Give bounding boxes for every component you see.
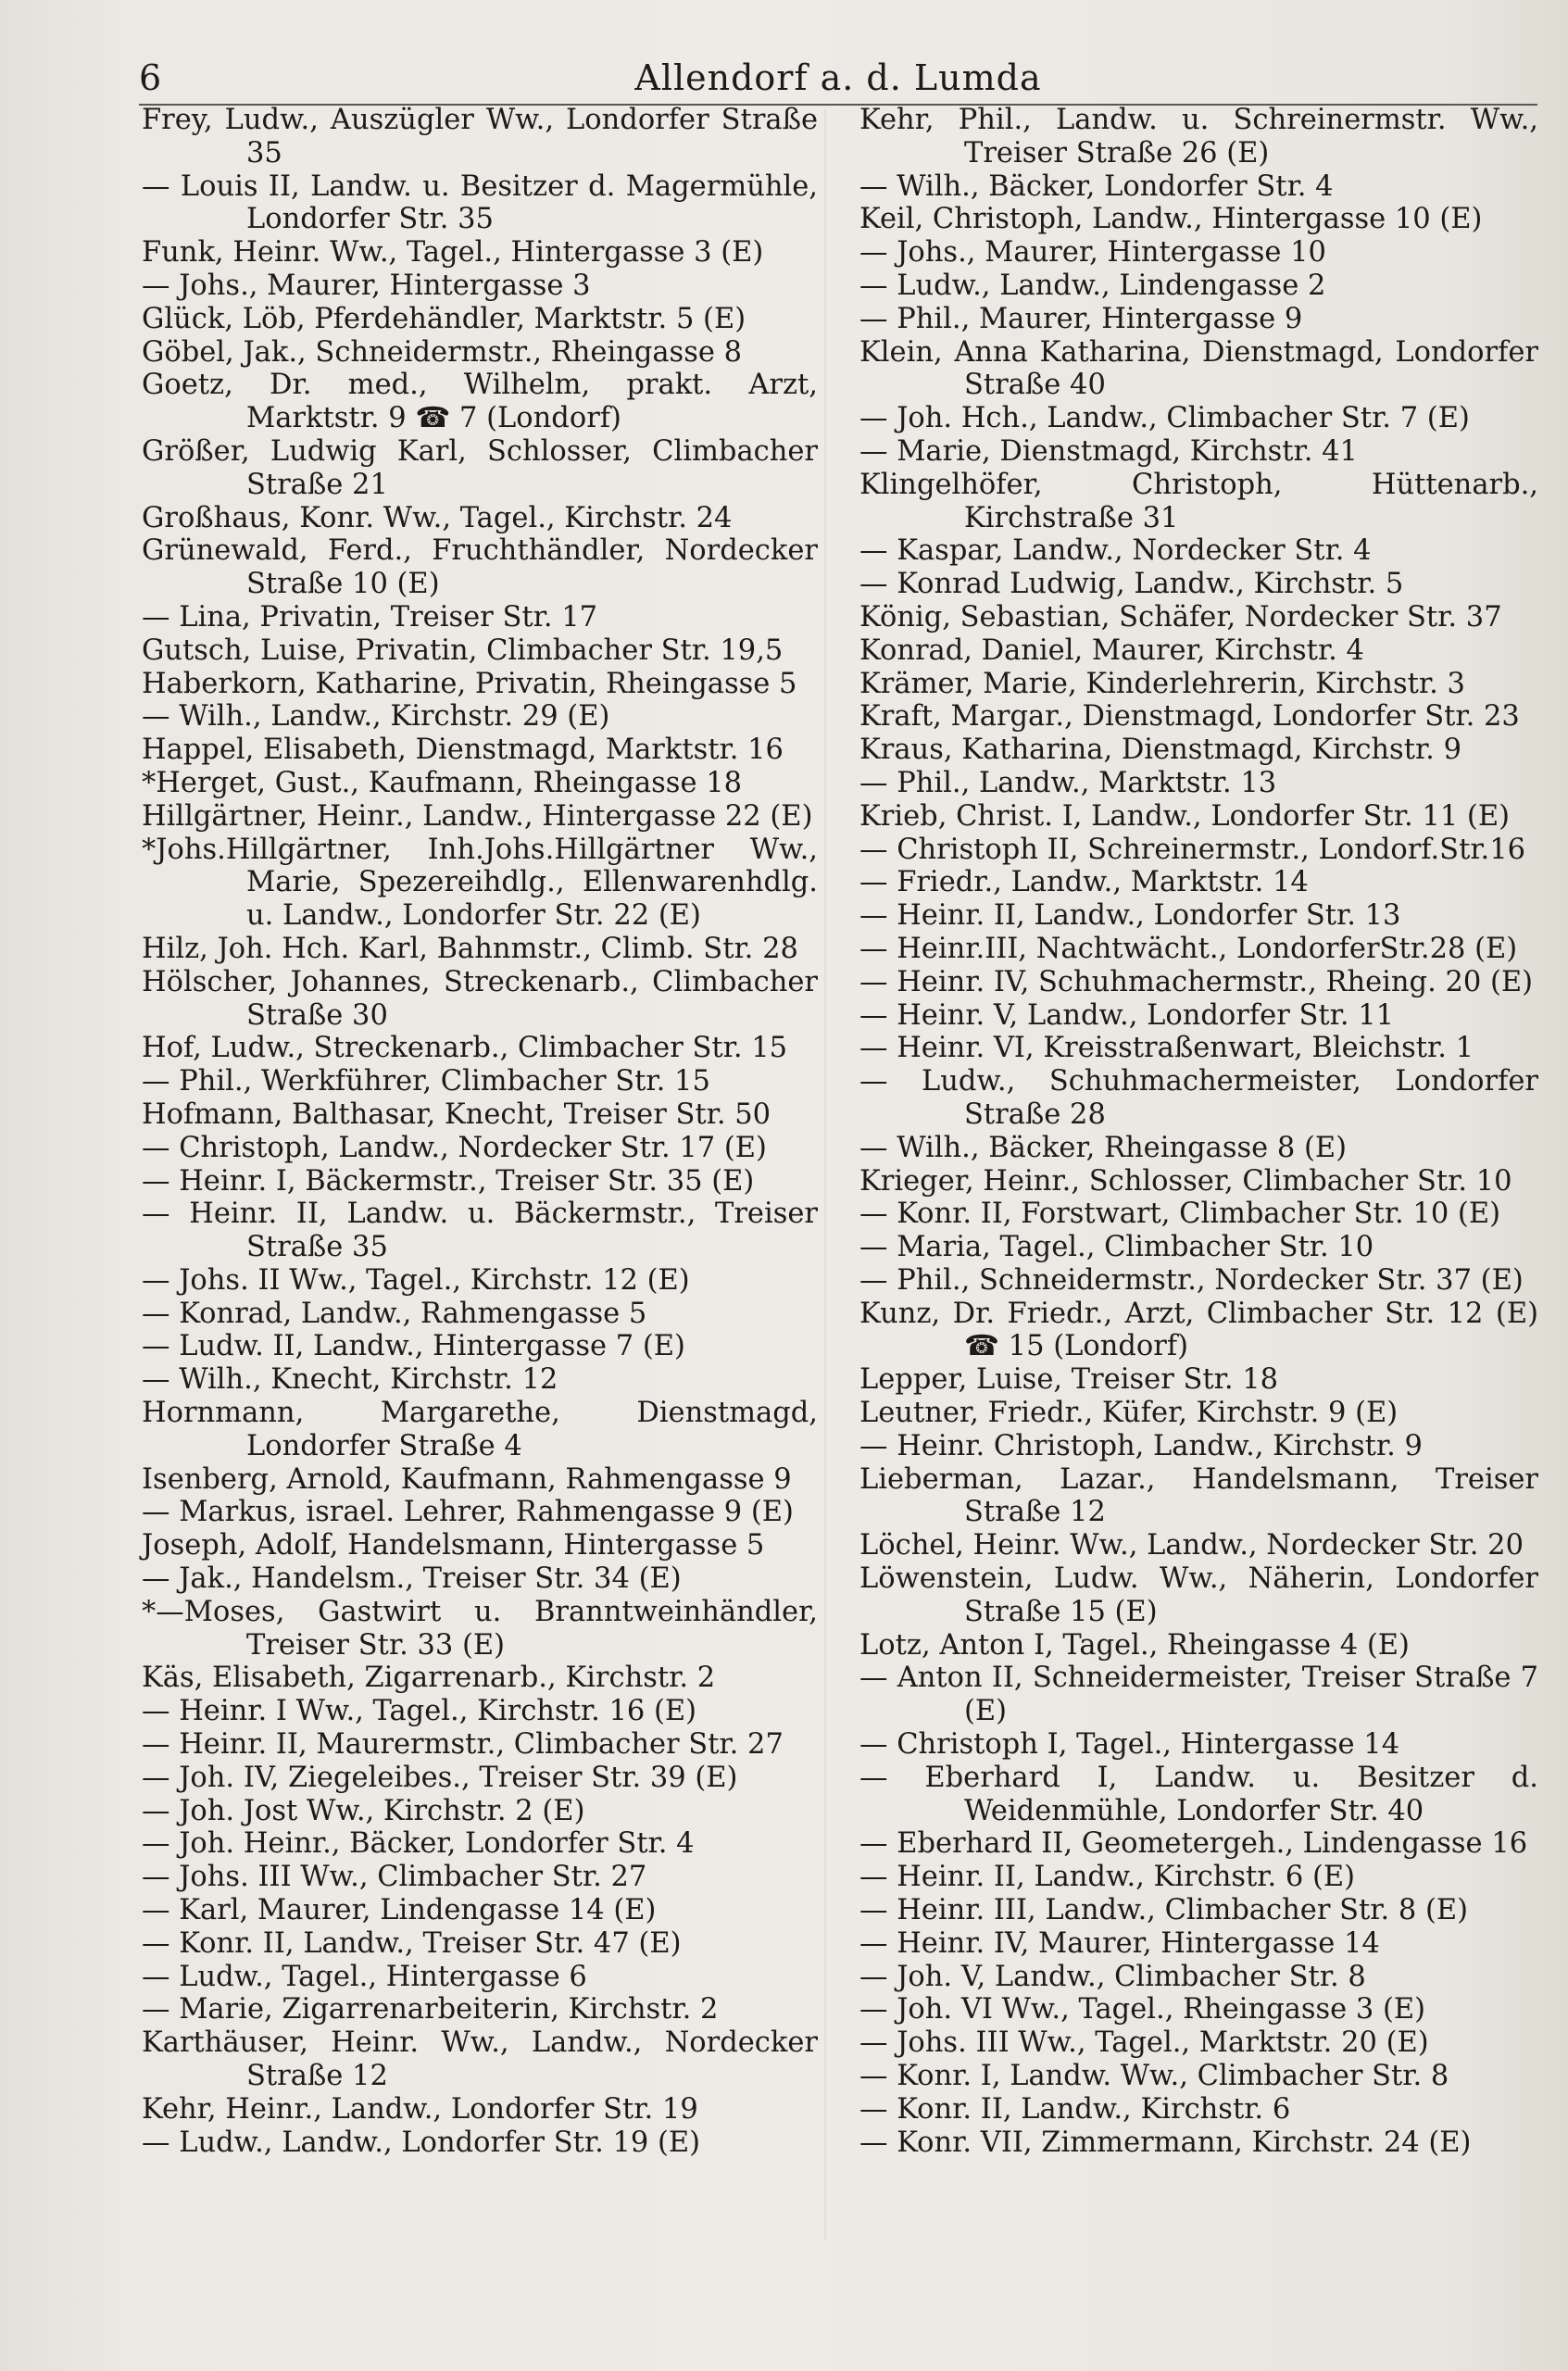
directory-sub-entry: — Marie, Dienstmagd, Kirchstr. 41	[859, 434, 1358, 468]
directory-sub-entry: — Wilh., Landw., Kirchstr. 29 (E)	[142, 700, 610, 734]
directory-sub-entry: — Konrad Ludwig, Landw., Kirchstr. 5	[859, 568, 1404, 601]
directory-entry: Klein, Anna Katharina, Dienstmagd, Londorfer Straße 40	[859, 335, 1538, 402]
directory-entry: Klingelhöfer, Christoph, Hüttenarb., Kirchstraße 31	[859, 468, 1538, 534]
directory-sub-entry: — Johs. II Ww., Tagel., Kirchstr. 12 (E)	[142, 1263, 690, 1297]
directory-entry: Großhaus, Konr. Ww., Tagel., Kirchstr. 24	[142, 501, 733, 534]
directory-sub-entry: — Joh. IV, Ziegeleibes., Treiser Str. 39 (E)	[142, 1761, 738, 1794]
directory-entry: Kehr, Heinr., Landw., Londorfer Str. 19	[142, 2092, 698, 2126]
directory-sub-entry: — Markus, israel. Lehrer, Rahmengasse 9 (E)	[142, 1496, 794, 1529]
directory-sub-entry: — Johs. III Ww., Climbacher Str. 27	[142, 1861, 647, 1894]
directory-sub-entry: — Ludw., Tagel., Hintergasse 6	[142, 1960, 587, 1993]
directory-entry: Hofmann, Balthasar, Knecht, Treiser Str. 50	[142, 1098, 771, 1131]
directory-entry: Frey, Ludw., Auszügler Ww., Londorfer Straße 35	[142, 104, 818, 169]
directory-sub-entry: — Kaspar, Landw., Nordecker Str. 4	[859, 534, 1372, 568]
directory-sub-entry: — Konrad, Landw., Rahmengasse 5	[142, 1297, 647, 1330]
directory-entry: Kunz, Dr. Friedr., Arzt, Climbacher Str. 12 (E) ☎ 15 (Londorf)	[859, 1297, 1538, 1363]
directory-sub-entry: *—Moses, Gastwirt u. Branntweinhändler, Treiser Str. 33 (E)	[142, 1595, 818, 1662]
page-header	[139, 52, 1537, 106]
directory-entry: Lotz, Anton I, Tagel., Rheingasse 4 (E)	[859, 1628, 1410, 1662]
directory-entry: Gutsch, Luise, Privatin, Climbacher Str. 19,5	[142, 634, 784, 667]
directory-sub-entry: — Johs., Maurer, Hintergasse 3	[142, 269, 591, 302]
directory-entry: Funk, Heinr. Ww., Tagel., Hintergasse 3 (E)	[142, 236, 764, 270]
directory-sub-entry: — Eberhard I, Landw. u. Besitzer d. Weidenmühle, Londorfer Str. 40	[859, 1761, 1538, 1827]
page-number: 6	[139, 57, 162, 98]
running-title: Allendorf a. d. Lumda	[634, 57, 1042, 98]
directory-entry: Hilz, Joh. Hch. Karl, Bahnmstr., Climb. Str. 28	[142, 932, 798, 965]
directory-sub-entry: — Konr. II, Landw., Kirchstr. 6	[859, 2092, 1291, 2126]
directory-sub-entry: — Konr. VII, Zimmermann, Kirchstr. 24 (E)	[859, 2126, 1472, 2159]
directory-sub-entry: — Phil., Schneidermstr., Nordecker Str. 37 (E)	[859, 1263, 1524, 1297]
directory-entry: Grünewald, Ferd., Fruchthändler, Nordecker Straße 10 (E)	[142, 534, 818, 601]
directory-sub-entry: — Heinr. V, Landw., Londorfer Str. 11	[859, 998, 1395, 1032]
right-column	[859, 104, 1538, 2159]
directory-sub-entry: — Friedr., Landw., Marktstr. 14	[859, 866, 1309, 899]
directory-sub-entry: — Karl, Maurer, Lindengasse 14 (E)	[142, 1894, 657, 1927]
directory-entry: Kraft, Margar., Dienstmagd, Londorfer Str. 23	[859, 700, 1520, 734]
directory-entry: Kehr, Phil., Landw. u. Schreinermstr. Ww., Treiser Straße 26 (E)	[859, 104, 1538, 169]
directory-entry: *Herget, Gust., Kaufmann, Rheingasse 18	[142, 766, 743, 799]
directory-sub-entry: — Christoph II, Schreinermstr., Londorf.Str.16	[859, 833, 1526, 866]
directory-sub-entry: — Phil., Werkführer, Climbacher Str. 15	[142, 1065, 710, 1098]
directory-entry: Hornmann, Margarethe, Dienstmagd, Londorfer Straße 4	[142, 1397, 818, 1462]
directory-entry: Haberkorn, Katharine, Privatin, Rheingasse 5	[142, 667, 797, 700]
directory-entry: Glück, Löb, Pferdehändler, Marktstr. 5 (E)	[142, 302, 746, 335]
directory-sub-entry: — Joh. Heinr., Bäcker, Londorfer Str. 4	[142, 1827, 695, 1861]
directory-entry: König, Sebastian, Schäfer, Nordecker Str. 37	[859, 600, 1502, 634]
directory-sub-entry: — Ludw., Landw., Lindengasse 2	[859, 269, 1326, 302]
directory-sub-entry: — Anton II, Schneidermeister, Treiser Straße 7 (E)	[859, 1662, 1538, 1728]
directory-sub-entry: — Louis II, Landw. u. Besitzer d. Magermühle, Londorfer Str. 35	[142, 169, 818, 236]
directory-sub-entry: — Wilh., Bäcker, Rheingasse 8 (E)	[859, 1131, 1348, 1164]
directory-sub-entry: — Heinr. I Ww., Tagel., Kirchstr. 16 (E)	[142, 1695, 697, 1728]
directory-entry: Hof, Ludw., Streckenarb., Climbacher Str. 15	[142, 1032, 788, 1065]
directory-sub-entry: — Wilh., Bäcker, Londorfer Str. 4	[859, 169, 1334, 203]
directory-entry: Krieb, Christ. I, Landw., Londorfer Str. 11 (E)	[859, 799, 1510, 833]
directory-entry: Karthäuser, Heinr. Ww., Landw., Nordecker Straße 12	[142, 2026, 818, 2093]
directory-entry: Isenberg, Arnold, Kaufmann, Rahmengasse 9	[142, 1462, 792, 1496]
directory-entry: Keil, Christoph, Landw., Hintergasse 10 (E)	[859, 203, 1483, 236]
directory-sub-entry: — Christoph I, Tagel., Hintergasse 14	[859, 1728, 1400, 1762]
directory-sub-entry: — Joh. Hch., Landw., Climbacher Str. 7 (E)	[859, 402, 1470, 435]
directory-entry: Joseph, Adolf, Handelsmann, Hintergasse 5	[142, 1529, 765, 1562]
directory-sub-entry: — Heinr.III, Nachtwächt., LondorferStr.28 (E)	[859, 932, 1518, 965]
directory-entry: Leutner, Friedr., Küfer, Kirchstr. 9 (E)	[859, 1397, 1399, 1430]
directory-entry: Käs, Elisabeth, Zigarrenarb., Kirchstr. 2	[142, 1662, 716, 1695]
directory-sub-entry: — Phil., Landw., Marktstr. 13	[859, 766, 1277, 799]
directory-entry: Goetz, Dr. med., Wilhelm, prakt. Arzt, Marktstr. 9 ☎ 7 (Londorf)	[142, 369, 818, 435]
directory-entry: Kraus, Katharina, Dienstmagd, Kirchstr. 9	[859, 734, 1461, 767]
directory-sub-entry: — Christoph, Landw., Nordecker Str. 17 (E)	[142, 1131, 767, 1164]
directory-sub-entry: — Marie, Zigarrenarbeiterin, Kirchstr. 2	[142, 1993, 719, 2026]
directory-sub-entry: — Maria, Tagel., Climbacher Str. 10	[859, 1231, 1374, 1264]
directory-entry: Löwenstein, Ludw. Ww., Näherin, Londorfer Straße 15 (E)	[859, 1562, 1538, 1628]
directory-sub-entry: — Heinr. II, Landw., Londorfer Str. 13	[859, 899, 1401, 933]
directory-entry: Krieger, Heinr., Schlosser, Climbacher Str. 10	[859, 1164, 1512, 1198]
directory-sub-entry: — Phil., Maurer, Hintergasse 9	[859, 302, 1303, 335]
directory-sub-entry: — Konr. II, Forstwart, Climbacher Str. 10 (E)	[859, 1198, 1500, 1231]
directory-entry: Größer, Ludwig Karl, Schlosser, Climbacher Straße 21	[142, 434, 818, 501]
directory-sub-entry: — Joh. Jost Ww., Kirchstr. 2 (E)	[142, 1794, 585, 1827]
directory-sub-entry: — Joh. V, Landw., Climbacher Str. 8	[859, 1960, 1366, 1993]
directory-sub-entry: — Lina, Privatin, Treiser Str. 17	[142, 600, 598, 634]
directory-entry: Göbel, Jak., Schneidermstr., Rheingasse 8	[142, 335, 743, 369]
directory-sub-entry: — Konr. II, Landw., Treiser Str. 47 (E)	[142, 1926, 682, 1960]
directory-entry: Krämer, Marie, Kinderlehrerin, Kirchstr. 3	[859, 667, 1465, 700]
directory-sub-entry: — Heinr. IV, Schuhmachermstr., Rheing. 20 (E)	[859, 965, 1534, 998]
directory-entry: Löchel, Heinr. Ww., Landw., Nordecker Str. 20	[859, 1529, 1524, 1562]
directory-sub-entry: — Ludw., Schuhmachermeister, Londorfer Straße 28	[859, 1065, 1538, 1131]
directory-sub-entry: — Johs., Maurer, Hintergasse 10	[859, 236, 1326, 270]
directory-entry: *Johs.Hillgärtner, Inh.Johs.Hillgärtner Ww., Marie, Spezereihdlg., Ellenwarenhdlg. u. Landw., Londorfer Str. 22 (E)	[142, 833, 818, 933]
directory-entry: Lieberman, Lazar., Handelsmann, Treiser Straße 12	[859, 1462, 1538, 1529]
directory-sub-entry: — Ludw. II, Landw., Hintergasse 7 (E)	[142, 1330, 685, 1363]
directory-sub-entry: — Ludw., Landw., Londorfer Str. 19 (E)	[142, 2126, 701, 2159]
directory-sub-entry: — Heinr. I, Bäckermstr., Treiser Str. 35 (E)	[142, 1164, 755, 1198]
directory-sub-entry: — Heinr. III, Landw., Climbacher Str. 8 (E)	[859, 1894, 1469, 1927]
directory-sub-entry: — Heinr. II, Landw. u. Bäckermstr., Treiser Straße 35	[142, 1198, 818, 1264]
directory-sub-entry: — Heinr. II, Landw., Kirchstr. 6 (E)	[859, 1861, 1356, 1894]
directory-sub-entry: — Jak., Handelsm., Treiser Str. 34 (E)	[142, 1562, 682, 1596]
directory-sub-entry: — Heinr. VI, Kreisstraßenwart, Bleichstr. 1	[859, 1032, 1474, 1065]
directory-sub-entry: — Eberhard II, Geometergeh., Lindengasse 16	[859, 1827, 1528, 1861]
column-gutter	[824, 109, 826, 2239]
directory-entry: Hölscher, Johannes, Streckenarb., Climbacher Straße 30	[142, 965, 818, 1032]
directory-sub-entry: — Heinr. II, Maurermstr., Climbacher Str. 27	[142, 1728, 784, 1762]
directory-entry: Lepper, Luise, Treiser Str. 18	[859, 1363, 1279, 1397]
directory-entry: Konrad, Daniel, Maurer, Kirchstr. 4	[859, 634, 1364, 667]
directory-entry: Happel, Elisabeth, Dienstmagd, Marktstr. 16	[142, 734, 784, 767]
directory-sub-entry: — Heinr. IV, Maurer, Hintergasse 14	[859, 1926, 1380, 1960]
directory-sub-entry: — Johs. III Ww., Tagel., Marktstr. 20 (E)	[859, 2026, 1429, 2060]
directory-entry: Hillgärtner, Heinr., Landw., Hintergasse 22 (E)	[142, 799, 813, 833]
directory-sub-entry: — Wilh., Knecht, Kirchstr. 12	[142, 1363, 558, 1397]
directory-sub-entry: — Joh. VI Ww., Tagel., Rheingasse 3 (E)	[859, 1993, 1426, 2026]
left-column	[142, 104, 818, 2159]
directory-sub-entry: — Heinr. Christoph, Landw., Kirchstr. 9	[859, 1429, 1423, 1462]
directory-sub-entry: — Konr. I, Landw. Ww., Climbacher Str. 8	[859, 2060, 1449, 2093]
